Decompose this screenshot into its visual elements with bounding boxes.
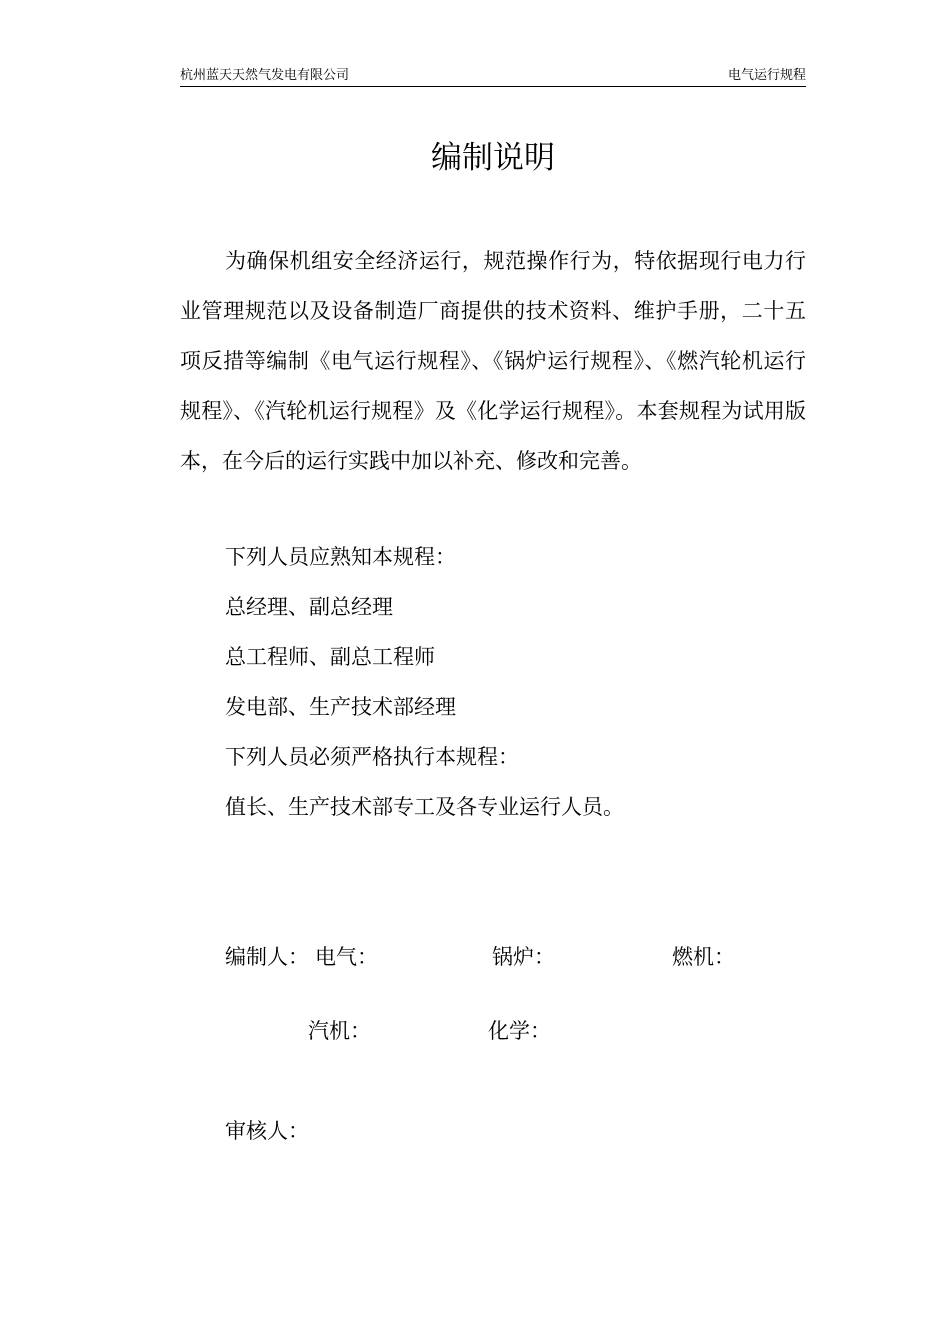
intro-paragraph: 为确保机组安全经济运行，规范操作行为，特依据现行电力行业管理规范以及设备制造厂商提供的技术资料、维护手册，二十五项反措等编制《电气运行规程》、《锅炉运行规程》、《燃汽轮机运行规程》、《汽轮机运行规程》及《化学运行规程》。本套规程为试用版本，在今后的运行实践中加以补充、修改和完善。 [180, 249, 806, 473]
header-company: 杭州蓝天天然气发电有限公司 [180, 68, 350, 83]
header-doc-title: 电气运行规程 [727, 68, 806, 83]
signature-chemistry: 化学： [488, 1019, 551, 1043]
execute-heading: 下列人员必须严格执行本规程： [225, 745, 519, 769]
signature-steam-turbine: 汽机： [308, 1019, 371, 1043]
reviewer-label: 审核人： [225, 1119, 309, 1143]
signature-electrical: 电气： [315, 945, 378, 969]
page-title: 编制说明 [431, 140, 555, 176]
signature-boiler: 锅炉： [492, 945, 555, 969]
compiler-label: 编制人： [225, 945, 309, 969]
familiar-item-3: 发电部、生产技术部经理 [225, 695, 456, 719]
familiar-heading: 下列人员应熟知本规程： [225, 545, 456, 569]
familiar-item-1: 总经理、副总经理 [225, 595, 393, 619]
signature-gas-turbine: 燃机： [672, 945, 735, 969]
familiar-item-2: 总工程师、副总工程师 [225, 645, 435, 669]
execute-item-1: 值长、生产技术部专工及各专业运行人员。 [225, 795, 624, 819]
page-header [180, 66, 806, 87]
